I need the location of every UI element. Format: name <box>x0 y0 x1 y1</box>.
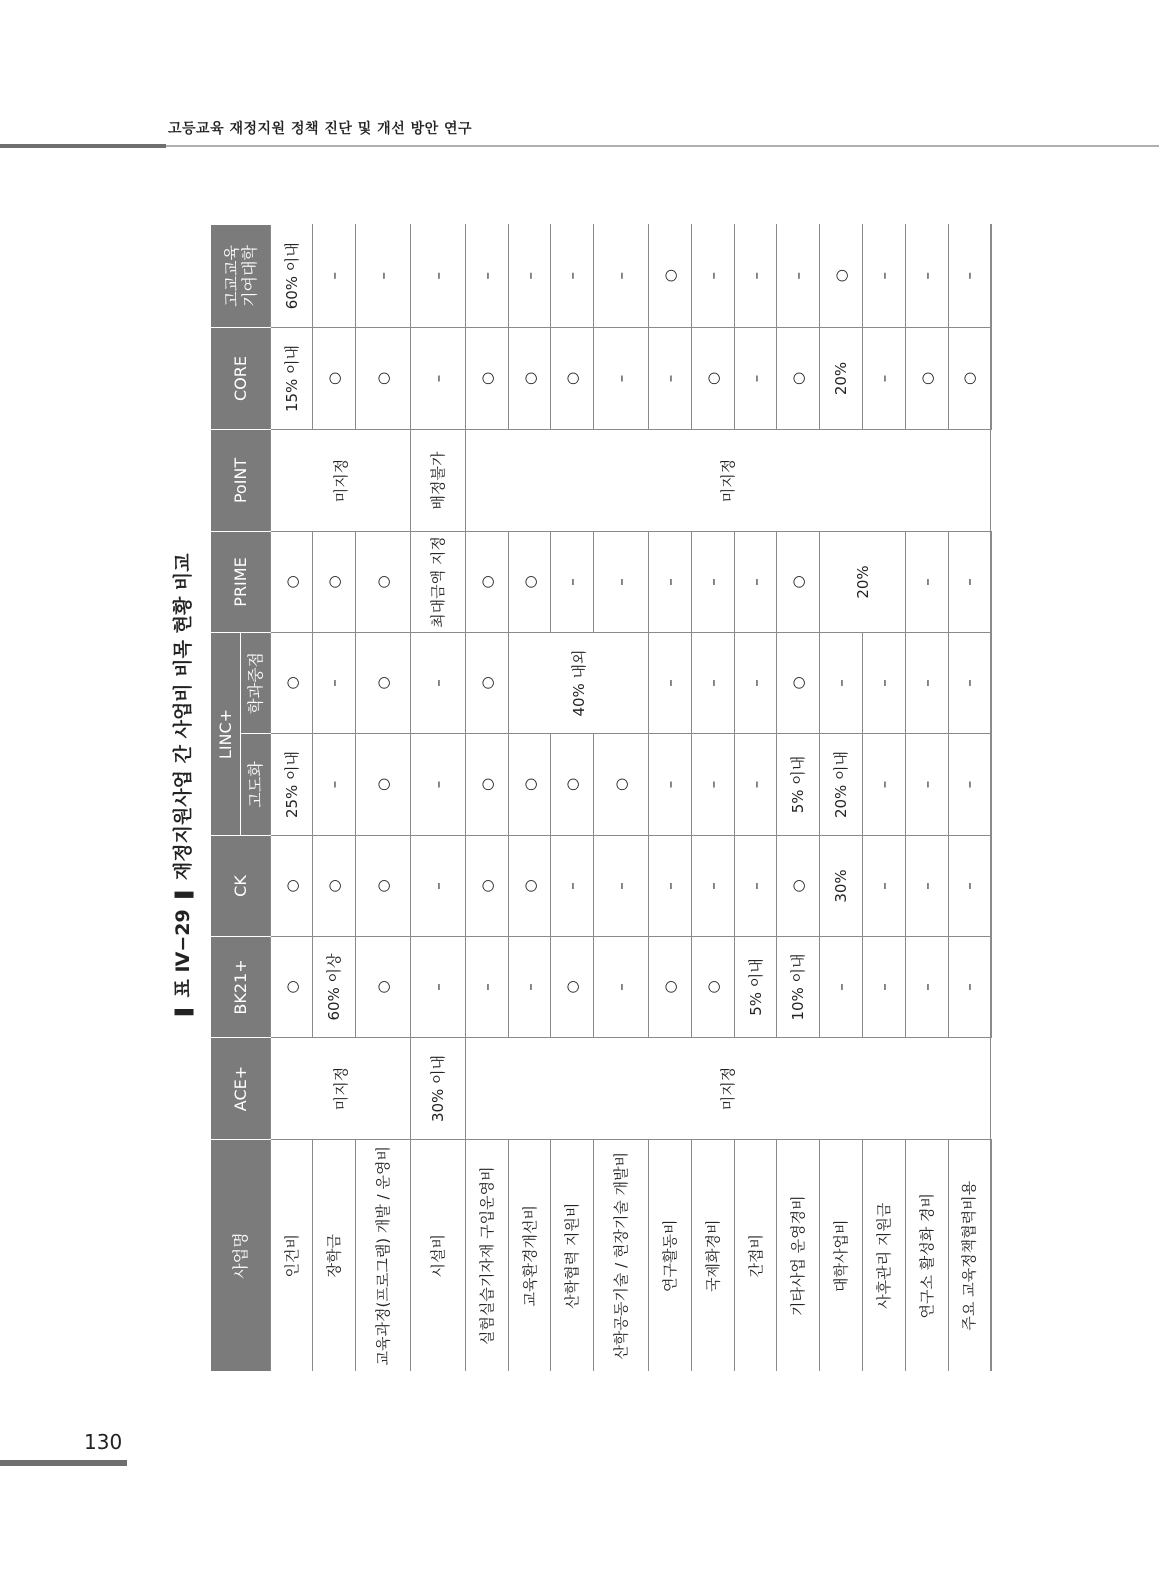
cell-core: ○ <box>466 328 509 430</box>
header-linc: LINC+ <box>211 633 241 836</box>
cell-hs-contribution: – <box>356 225 411 328</box>
cell-linc-advanced: ○ <box>551 734 594 836</box>
row-label: 인건비 <box>271 1140 313 1372</box>
table-row <box>594 225 649 1372</box>
cell-ck: ○ <box>509 836 551 937</box>
cell-ck: – <box>594 836 649 937</box>
running-head: 고등교육 재정지원 정책 진단 및 개선 방안 연구 <box>168 121 473 137</box>
cell-prime: ○ <box>466 532 509 633</box>
cell-bk21: – <box>509 937 551 1038</box>
table-container <box>210 225 990 1372</box>
table-row <box>906 225 949 1372</box>
cell-hs-contribution: – <box>411 225 466 328</box>
row-label: 사후관리 지원금 <box>863 1140 906 1372</box>
cell-ck: – <box>735 836 777 937</box>
cell-linc-advanced: – <box>735 734 777 836</box>
cell-hs-contribution: – <box>509 225 551 328</box>
cell-bk21: – <box>863 937 906 1038</box>
cell-core: 15% 이내 <box>271 328 313 430</box>
cell-ck: ○ <box>777 836 820 937</box>
cell-point: 배정불가 <box>411 430 466 532</box>
table-row <box>411 225 466 1372</box>
table-row <box>356 225 411 1372</box>
cell-ace: 30% 이내 <box>411 1038 466 1140</box>
cell-hs-contribution: – <box>735 225 777 328</box>
cell-linc-dept: – <box>313 633 356 734</box>
cell-bk21: 5% 이내 <box>735 937 777 1038</box>
cell-core: ○ <box>692 328 735 430</box>
table-row <box>271 225 313 1372</box>
row-label: 연구활동비 <box>649 1140 692 1372</box>
table-row <box>509 225 551 1372</box>
table-row <box>735 225 777 1372</box>
cell-bk21: ○ <box>551 937 594 1038</box>
table-title-wrap <box>168 553 198 1020</box>
cell-point: 미지정 <box>466 430 991 532</box>
cell-bk21: – <box>906 937 949 1038</box>
cell-prime: – <box>649 532 692 633</box>
cell-core: – <box>735 328 777 430</box>
table-row <box>466 225 509 1372</box>
cell-prime: 20% <box>820 532 906 633</box>
cell-linc-advanced: – <box>949 734 991 836</box>
cell-hs-contribution: – <box>551 225 594 328</box>
table-row <box>313 225 356 1372</box>
header-prime: PRIME <box>211 532 271 633</box>
cell-ck: 30% <box>820 836 863 937</box>
cell-core: ○ <box>313 328 356 430</box>
cell-ck: ○ <box>313 836 356 937</box>
header-ck: CK <box>211 836 271 937</box>
cell-prime: 최대금액 지정 <box>411 532 466 633</box>
cell-linc-dept: – <box>735 633 777 734</box>
cell-core: ○ <box>356 328 411 430</box>
cell-linc-dept: – <box>692 633 735 734</box>
cell-core: ○ <box>509 328 551 430</box>
cell-hs-contribution: – <box>313 225 356 328</box>
cell-core: ○ <box>906 328 949 430</box>
cell-ck: – <box>906 836 949 937</box>
row-label: 산학협력 지원비 <box>551 1140 594 1372</box>
cell-prime: – <box>594 532 649 633</box>
cell-linc-advanced: – <box>649 734 692 836</box>
cell-linc-dept: – <box>949 633 991 734</box>
cell-prime: ○ <box>313 532 356 633</box>
cell-hs-contribution: ○ <box>820 225 863 328</box>
cell-core: – <box>411 328 466 430</box>
cell-hs-contribution: – <box>906 225 949 328</box>
cell-bk21: 60% 이상 <box>313 937 356 1038</box>
cell-ace: 미지정 <box>271 1038 411 1140</box>
page-number: 130 <box>84 1430 123 1454</box>
rotated-table <box>210 225 990 1372</box>
cell-core: 20% <box>820 328 863 430</box>
budget-item-comparison-table <box>210 224 992 1372</box>
cell-ck: ○ <box>356 836 411 937</box>
cell-bk21: – <box>594 937 649 1038</box>
cell-prime: ○ <box>509 532 551 633</box>
row-label: 산학공동기술 / 현장기술 개발비 <box>594 1140 649 1372</box>
cell-linc-advanced: ○ <box>466 734 509 836</box>
table-row <box>820 225 863 1372</box>
table-row <box>692 225 735 1372</box>
cell-linc-advanced: – <box>313 734 356 836</box>
cell-bk21: ○ <box>649 937 692 1038</box>
cell-ck: ○ <box>271 836 313 937</box>
cell-bk21: – <box>949 937 991 1038</box>
table-row <box>777 225 820 1372</box>
row-label: 국제화경비 <box>692 1140 735 1372</box>
table-body <box>271 225 991 1372</box>
table-title: ❚ 표 Ⅳ−29 ❚ 재정지원사업 간 사업비 비목 현황 비교 <box>172 553 194 1020</box>
row-label: 시설비 <box>411 1140 466 1372</box>
cell-ck: – <box>551 836 594 937</box>
row-label: 장학금 <box>313 1140 356 1372</box>
cell-linc-dept: 40% 내외 <box>509 633 649 734</box>
header-hs: 고교교육 기여대학 <box>211 225 271 328</box>
cell-linc-advanced: 20% 이내 <box>820 734 863 836</box>
cell-core: – <box>649 328 692 430</box>
row-label: 기타사업 운영경비 <box>777 1140 820 1372</box>
row-label: 대학사업비 <box>820 1140 863 1372</box>
cell-ck: ○ <box>466 836 509 937</box>
cell-bk21: – <box>820 937 863 1038</box>
cell-core: ○ <box>949 328 991 430</box>
row-label: 교육과정(프로그램) 개발 / 운영비 <box>356 1140 411 1372</box>
header-rule-accent <box>0 144 166 148</box>
cell-ck: – <box>649 836 692 937</box>
cell-prime: – <box>551 532 594 633</box>
cell-linc-advanced: 25% 이내 <box>271 734 313 836</box>
cell-prime: – <box>735 532 777 633</box>
cell-bk21: – <box>466 937 509 1038</box>
cell-linc-dept: ○ <box>356 633 411 734</box>
cell-linc-advanced: – <box>863 734 906 836</box>
header-name: 사업명 <box>211 1140 271 1372</box>
table-row <box>551 225 594 1372</box>
cell-prime: ○ <box>777 532 820 633</box>
cell-linc-dept: – <box>649 633 692 734</box>
cell-ck: – <box>949 836 991 937</box>
cell-bk21: ○ <box>692 937 735 1038</box>
header-bk: BK21+ <box>211 937 271 1038</box>
cell-linc-dept: – <box>863 633 906 734</box>
cell-point: 미지정 <box>271 430 411 532</box>
page-number-bar <box>0 1460 127 1466</box>
cell-linc-dept: ○ <box>271 633 313 734</box>
row-label: 간접비 <box>735 1140 777 1372</box>
cell-hs-contribution: – <box>594 225 649 328</box>
cell-hs-contribution: 60% 이내 <box>271 225 313 328</box>
cell-bk21: ○ <box>356 937 411 1038</box>
header-point: PoINT <box>211 430 271 532</box>
cell-hs-contribution: – <box>777 225 820 328</box>
cell-bk21: – <box>411 937 466 1038</box>
cell-prime: – <box>906 532 949 633</box>
table-row <box>863 225 906 1372</box>
header-linc-advanced: 고도화 <box>241 734 271 836</box>
cell-hs-contribution: – <box>466 225 509 328</box>
cell-prime: – <box>949 532 991 633</box>
header-ace: ACE+ <box>211 1038 271 1140</box>
cell-ck: – <box>863 836 906 937</box>
cell-core: ○ <box>777 328 820 430</box>
cell-core: – <box>863 328 906 430</box>
cell-linc-advanced: – <box>692 734 735 836</box>
cell-linc-advanced: ○ <box>356 734 411 836</box>
cell-linc-advanced: – <box>411 734 466 836</box>
cell-linc-dept: ○ <box>466 633 509 734</box>
cell-prime: ○ <box>271 532 313 633</box>
cell-ace: 미지정 <box>466 1038 991 1140</box>
cell-ck: – <box>411 836 466 937</box>
row-label: 주요 교육정책협력비용 <box>949 1140 991 1372</box>
row-label: 실험실습기자재 구입운영비 <box>466 1140 509 1372</box>
cell-hs-contribution: – <box>692 225 735 328</box>
cell-linc-dept: – <box>820 633 863 734</box>
table-row <box>649 225 692 1372</box>
cell-linc-advanced: – <box>906 734 949 836</box>
row-label: 교육환경개선비 <box>509 1140 551 1372</box>
cell-core: – <box>594 328 649 430</box>
cell-hs-contribution: – <box>949 225 991 328</box>
cell-linc-dept: – <box>411 633 466 734</box>
cell-bk21: 10% 이내 <box>777 937 820 1038</box>
cell-prime: ○ <box>356 532 411 633</box>
cell-hs-contribution: – <box>863 225 906 328</box>
cell-core: ○ <box>551 328 594 430</box>
cell-bk21: ○ <box>271 937 313 1038</box>
cell-hs-contribution: ○ <box>649 225 692 328</box>
header-linc-dept: 학과중점 <box>241 633 271 734</box>
row-label: 연구소 활성화 경비 <box>906 1140 949 1372</box>
cell-linc-dept: ○ <box>777 633 820 734</box>
cell-linc-advanced: ○ <box>594 734 649 836</box>
cell-linc-dept: – <box>906 633 949 734</box>
header-rule <box>166 145 1159 147</box>
table-row <box>949 225 991 1372</box>
cell-ck: – <box>692 836 735 937</box>
cell-prime: – <box>692 532 735 633</box>
cell-linc-advanced: ○ <box>509 734 551 836</box>
header-core: CORE <box>211 328 271 430</box>
cell-linc-advanced: 5% 이내 <box>777 734 820 836</box>
